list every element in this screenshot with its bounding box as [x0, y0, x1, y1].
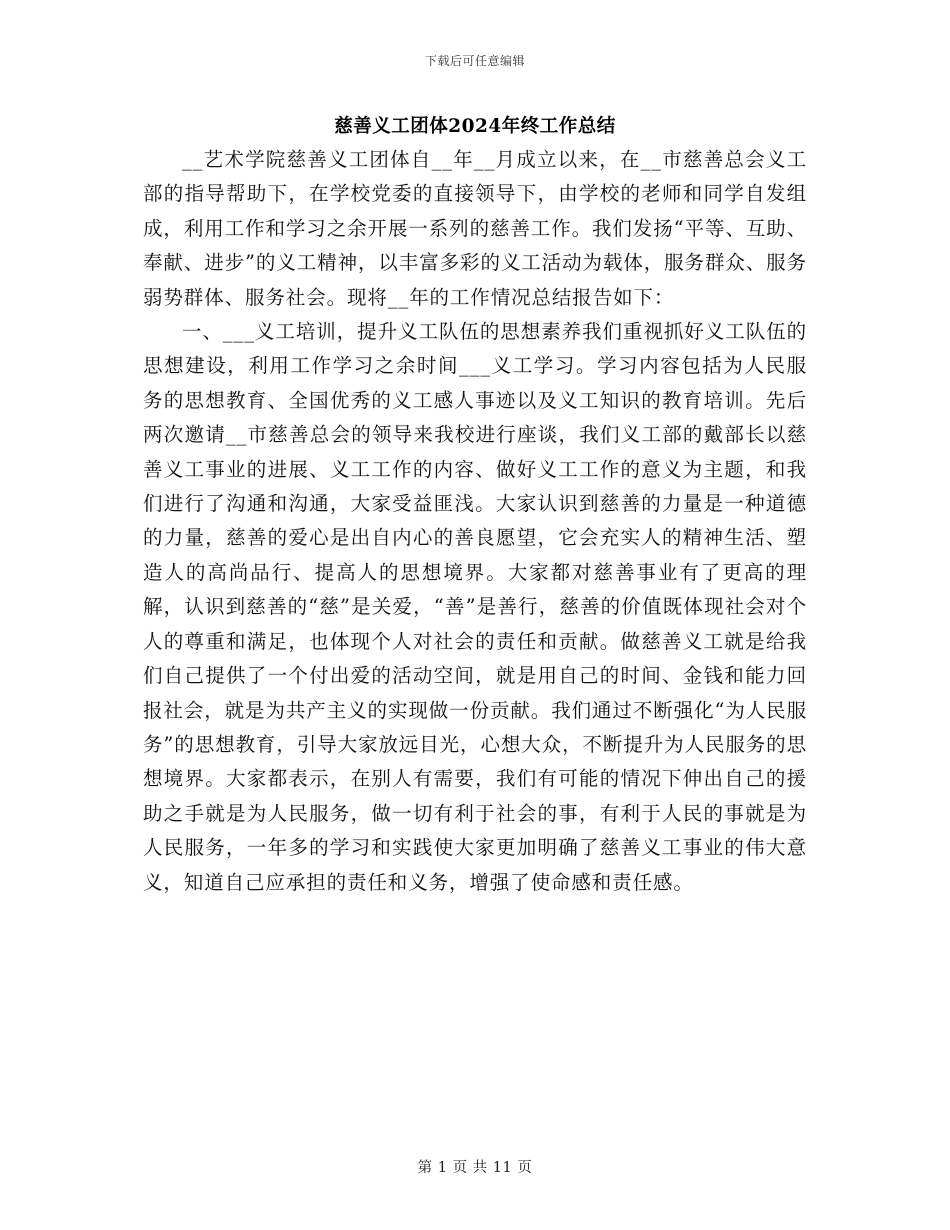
document-title: 慈善义工团体2024年终工作总结	[334, 116, 616, 137]
page-number-footer: 第 1 页 共 11 页	[417, 1160, 533, 1176]
document-body	[143, 143, 807, 900]
body-paragraph-intro: __艺术学院慈善义工团体自__年__月成立以来，在__市慈善总会义工部的指导帮助下，在学校党委的直接领导下，由学校的老师和同学自发组成，利用工作和学习之余开展一系列的慈善工作。我们发扬“平等、互助、奉献、进步”的义工精神，以丰富多彩的义工活动为载体，服务群众、服务弱势群体、服务社会。现将__年的工作情况总结报告如下：	[143, 148, 807, 309]
body-paragraph-section-1: 一、___义工培训，提升义工队伍的思想素养我们重视抓好义工队伍的思想建设，利用工作学习之余时间___义工学习。学习内容包括为人民服务的思想教育、全国优秀的义工感人事迹以及义工知识的教育培训。先后两次邀请__市慈善总会的领导来我校进行座谈，我们义工部的戴部长以慈善义工事业的进展、义工工作的内容、做好义工工作的意义为主题，和我们进行了沟通和沟通，大家受益匪浅。大家认识到慈善的力量是一种道德的力量，慈善的爱心是出自内心的善良愿望，它会充实人的精神生活、塑造人的高尚品行、提高人的思想境界。大家都对慈善事业有了更高的理解，认识到慈善的“慈”是关爱，“善”是善行，慈善的价值既体现社会对个人的尊重和满足，也体现个人对社会的责任和贡献。做慈善义工就是给我们自己提供了一个付出爱的活动空间，就是用自己的时间、金钱和能力回报社会，就是为共产主义的实现做一份贡献。我们通过不断强化“为人民服务”的思想教育，引导大家放远目光，心想大众，不断提升为人民服务的思想境界。大家都表示，在别人有需要，我们有可能的情况下伸出自己的援助之手就是为人民服务，做一切有利于社会的事，有利于人民的事就是为人民服务，一年多的学习和实践使大家更加明确了慈善义工事业的伟大意义，知道自己应承担的责任和义务，增强了使命感和责任感。	[143, 320, 807, 894]
page-header-note: 下载后可任意编辑	[424, 54, 525, 68]
